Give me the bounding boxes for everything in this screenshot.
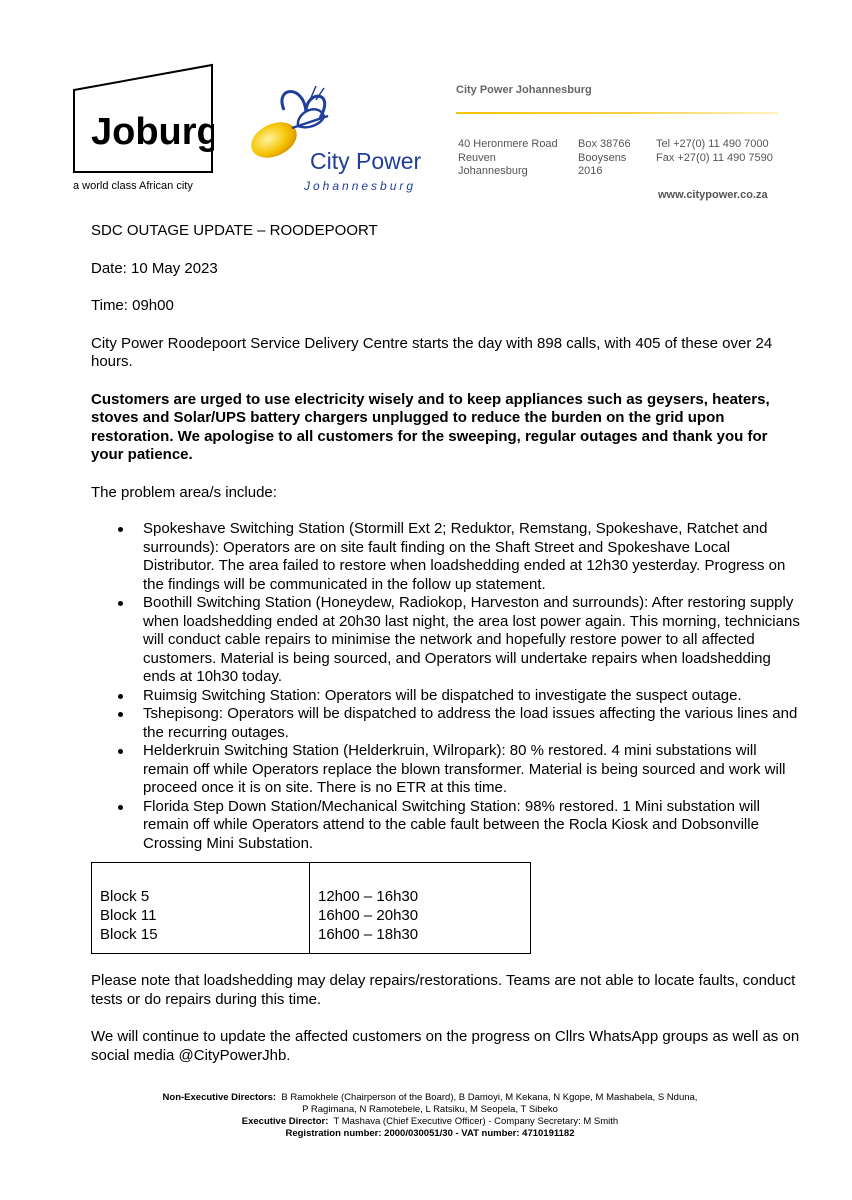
street-address [458,138,558,179]
block-time: 16h00 – 20h30 [318,906,419,924]
block-label: Block 5 [100,887,150,905]
time-column [310,863,531,954]
city-power-logo-name: City Power [310,148,422,174]
box-line: 2016 [578,165,603,177]
list-item: Tshepisong: Operators will be dispatched to address the load issues affecting the various lines and the recurring outages. [143,705,803,742]
table-row [92,863,531,954]
telephone: Tel +27(0) 11 490 7000 [656,138,769,150]
company-name: City Power Johannesburg [456,84,592,96]
block-time: 16h00 – 18h30 [318,925,419,943]
intro-paragraph: City Power Roodepoort Service Delivery Centre starts the day with 898 calls, with 405 of these over 24 hours. [91,334,773,370]
closing-notes [91,972,803,1084]
postal-address [578,138,631,179]
ned-names: B Ramokhele (Chairperson of the Board), B Damoyi, M Kekana, N Kgope, M Mashabela, S Nduna, [281,1092,698,1103]
list-item: Spokeshave Switching Station (Stormill Ext 2; Reduktor, Remstang, Spokeshave, Ratchet and surrounds): Operators are on site fault finding on the Shaft Street and Spokeshave Local Distributor. The area failed to restore when loadshedding ended at 12h30 yesterday. Progress on the findings will be communicated in the follow up statement. [143,520,803,594]
loadshedding-note: Please note that loadshedding may delay repairs/restorations. Teams are not able to locate faults, conduct tests or do repairs during this time. [91,972,796,1008]
fax: Fax +27(0) 11 490 7590 [656,151,773,164]
list-item: Florida Step Down Station/Mechanical Switching Station: 98% restored. 1 Mini substation will remain off while Operators attend to the cable fault between the Rocla Kiosk and Dobsonville Crossing Mini Substation. [143,798,803,854]
ned-label: Non-Executive Directors: [162,1092,277,1103]
address-line: Johannesburg [458,165,528,177]
problem-areas-heading: The problem area/s include: [91,483,277,501]
directors-footer [130,1092,730,1140]
customer-advisory: Customers are urged to use electricity wisely and to keep appliances such as geysers, heaters, stoves and Solar/UPS battery chargers unplugged to reduce the burden on the grid upon restoration. We apologise to all customers for the sweeping, regular outages and thank you for your patience. [91,390,770,463]
block-label: Block 11 [100,906,157,924]
joburg-logo [72,62,214,174]
box-line: Booysens [578,151,627,164]
exec-text: T Mashava (Chief Executive Officer) - Company Secretary: M Smith [333,1116,619,1127]
document-title: SDC OUTAGE UPDATE – ROODEPOORT [91,222,378,239]
statement-body [91,222,803,853]
registration-details: Registration number: 2000/030051/30 - VAT number: 4710191182 [285,1128,575,1139]
box-line: Box 38766 [578,138,631,150]
statement-time: Time: 09h00 [91,297,174,314]
updates-note: We will continue to update the affected customers on the progress on Cllrs WhatsApp groups as well as on social media @CityPowerJhb. [91,1028,800,1064]
joburg-tagline: a world class African city [73,180,193,192]
block-time: 12h00 – 16h30 [318,887,419,905]
block-column [92,863,310,954]
block-label: Block 15 [100,925,158,943]
problem-areas-list [91,520,803,853]
joburg-logo-text: Joburg [91,111,214,153]
list-item: Boothill Switching Station (Honeydew, Radiokop, Harveston and surrounds): After restoring supply when loadshedding ended at 20h30 last night, the area lost power again. This morning, technicians will conduct cable repairs to minimise the network and hopefully restore power to all affected customers. Material is being sourced, and Operators will undertake repairs when loadshedding ends at 10h30 today. [143,594,803,687]
address-line: Reuven [458,151,496,164]
list-item: Helderkruin Switching Station (Helderkruin, Wilropark): 80 % restored. 4 mini substations will remain off while Operators replace the blown transformer. Material is being sourced and work will proceed once it is on site. There is no ETR at this time. [143,742,803,798]
city-power-logo-sub: Johannesburg [304,179,417,193]
loadshedding-schedule-table [91,862,531,954]
statement-date: Date: 10 May 2023 [91,259,218,277]
ned-names-continued: P Ragimana, N Ramotebele, L Ratsiku, M Seopela, T Sibeko [302,1104,558,1115]
list-item: Ruimsig Switching Station: Operators will be dispatched to investigate the suspect outage. [143,687,803,706]
contact-numbers [656,138,773,165]
letterhead-divider [456,112,779,114]
city-power-logo [244,82,444,194]
exec-label: Executive Director: [241,1116,329,1127]
address-line: 40 Heronmere Road [458,138,558,150]
website-link[interactable]: www.citypower.co.za [658,189,768,201]
